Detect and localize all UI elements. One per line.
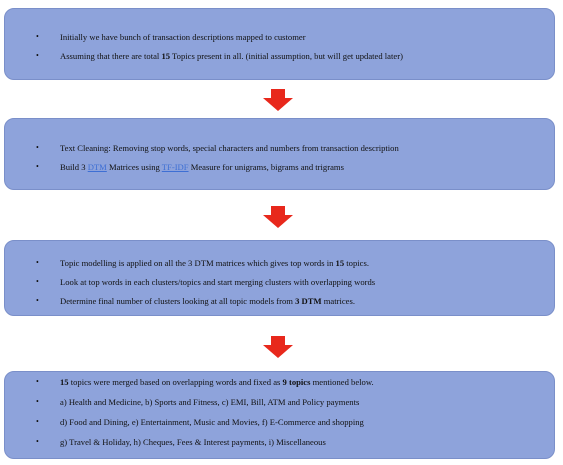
- bullet-list: [5, 143, 554, 181]
- bullet-item: [5, 437, 554, 447]
- bullet-icon: •: [36, 417, 39, 426]
- bullet-text: topics.: [344, 258, 369, 268]
- bullet-icon: •: [36, 32, 39, 41]
- bullet-item: [5, 397, 554, 407]
- bullet-text: Matrices using: [106, 162, 162, 172]
- bullet-text: Determine final number of clusters looking at all topic models from: [60, 296, 296, 306]
- bullet-text: Assuming that there are total: [60, 51, 162, 61]
- bullet-text: Build 3: [60, 162, 88, 172]
- down-arrow-icon: [263, 89, 293, 111]
- step-box-4: [4, 371, 555, 459]
- bullet-item: [5, 162, 554, 172]
- step-box-1: [4, 8, 555, 80]
- bullet-item: [5, 32, 554, 42]
- term-link[interactable]: TF-IDF: [161, 162, 189, 172]
- bullet-text: mentioned below.: [310, 377, 374, 387]
- down-arrow-icon: [263, 206, 293, 228]
- bold-text: 9 topics: [282, 377, 311, 387]
- bullet-item: [5, 258, 554, 268]
- bullet-text: matrices.: [321, 296, 355, 306]
- down-arrow-icon: [263, 336, 293, 358]
- bullet-text: Topic modelling is applied on all the 3 DTM matrices which gives top words in: [60, 258, 336, 268]
- bold-text: 15: [60, 377, 69, 387]
- term-link[interactable]: DTM: [87, 162, 107, 172]
- bullet-text: Text Cleaning: Removing stop words, special characters and numbers from transaction description: [60, 143, 399, 153]
- bullet-icon: •: [36, 143, 39, 152]
- bullet-icon: •: [36, 377, 39, 386]
- bullet-icon: •: [36, 437, 39, 446]
- bullet-icon: •: [36, 258, 39, 267]
- bullet-text: Topics present in all. (initial assumption, but will get updated later): [170, 51, 403, 61]
- bold-text: 15: [335, 258, 345, 268]
- bullet-list: [5, 377, 554, 457]
- bullet-icon: •: [36, 162, 39, 171]
- bullet-icon: •: [36, 277, 39, 286]
- bullet-item: [5, 277, 554, 287]
- bullet-list: [5, 32, 554, 70]
- bold-text: 15: [161, 51, 171, 61]
- bullet-item: [5, 51, 554, 61]
- bullet-text: Look at top words in each clusters/topics and start merging clusters with overlapping words: [60, 277, 376, 287]
- step-box-2: [4, 118, 555, 190]
- step-box-3: [4, 240, 555, 316]
- bullet-item: [5, 377, 554, 387]
- bullet-text: a) Health and Medicine, b) Sports and Fitness, c) EMI, Bill, ATM and Policy payments: [60, 397, 360, 407]
- bullet-text: g) Travel & Holiday, h) Cheques, Fees & Interest payments, i) Miscellaneous: [60, 437, 326, 447]
- bullet-item: [5, 143, 554, 153]
- bullet-text: Initially we have bunch of transaction descriptions mapped to customer: [60, 32, 306, 42]
- bullet-item: [5, 296, 554, 306]
- bullet-list: [5, 258, 554, 315]
- bullet-text: topics were merged based on overlapping words and fixed as: [68, 377, 283, 387]
- bullet-text: Measure for unigrams, bigrams and trigrams: [188, 162, 344, 172]
- bullet-icon: •: [36, 296, 39, 305]
- bullet-icon: •: [36, 51, 39, 60]
- bold-text: 3 DTM: [295, 296, 322, 306]
- bullet-item: [5, 417, 554, 427]
- bullet-text: d) Food and Dining, e) Entertainment, Music and Movies, f) E-Commerce and shopping: [60, 417, 364, 427]
- bullet-icon: •: [36, 397, 39, 406]
